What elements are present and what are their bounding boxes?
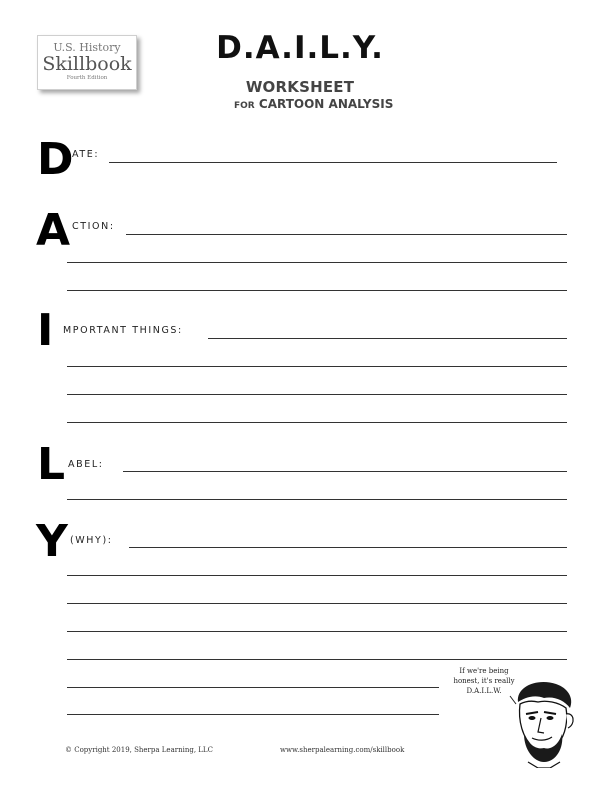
big-letter-y: Y: [36, 516, 68, 567]
why-line-1[interactable]: [129, 547, 567, 548]
page-title: D.A.I.L.Y.: [216, 30, 384, 66]
label-line-2[interactable]: [67, 499, 567, 500]
date-label: ATE:: [72, 149, 100, 160]
bubble-line-1: If we're being: [459, 667, 509, 675]
bubble-line-2: honest, it's really: [453, 677, 515, 685]
worksheet-subtitle-2: [200, 97, 460, 111]
label-line-1[interactable]: [123, 471, 567, 472]
skillbook-logo: [37, 35, 137, 90]
subtitle-cartoon-analysis: CARTOON ANALYSIS: [258, 97, 394, 111]
logo-line-2: Skillbook: [42, 53, 132, 75]
big-letter-l: L: [37, 439, 66, 490]
important-things-label: MPORTANT THINGS:: [63, 325, 183, 336]
subtitle-for: FOR: [234, 101, 255, 111]
worksheet-subtitle: WORKSHEET: [245, 78, 355, 96]
important-line-2[interactable]: [67, 366, 567, 367]
bubble-line-3: D.A.I.L.W.: [466, 687, 502, 695]
action-line-1[interactable]: [126, 234, 567, 235]
footer-copyright: © Copyright 2019, Sherpa Learning, LLC: [65, 746, 213, 754]
logo-line-3: Fourth Edition: [66, 75, 108, 81]
date-line[interactable]: [109, 162, 557, 163]
logo-line-1: U.S. History: [53, 41, 121, 54]
label-label: ABEL:: [68, 459, 104, 470]
big-letter-i: I: [37, 305, 54, 356]
lincoln-caricature-icon: [498, 676, 584, 768]
why-line-6[interactable]: [67, 687, 439, 688]
why-line-5[interactable]: [67, 659, 567, 660]
why-line-3[interactable]: [67, 603, 567, 604]
footer-url[interactable]: www.sherpalearning.com/skillbook: [280, 746, 405, 754]
action-label: CTION:: [72, 221, 115, 232]
important-line-1[interactable]: [208, 338, 567, 339]
action-line-2[interactable]: [67, 262, 567, 263]
why-label: (WHY):: [70, 535, 113, 546]
big-letter-a: A: [36, 205, 71, 256]
action-line-3[interactable]: [67, 290, 567, 291]
why-line-7[interactable]: [67, 714, 439, 715]
why-line-4[interactable]: [67, 631, 567, 632]
important-line-3[interactable]: [67, 394, 567, 395]
important-line-4[interactable]: [67, 422, 567, 423]
why-line-2[interactable]: [67, 575, 567, 576]
big-letter-d: D: [37, 134, 74, 185]
